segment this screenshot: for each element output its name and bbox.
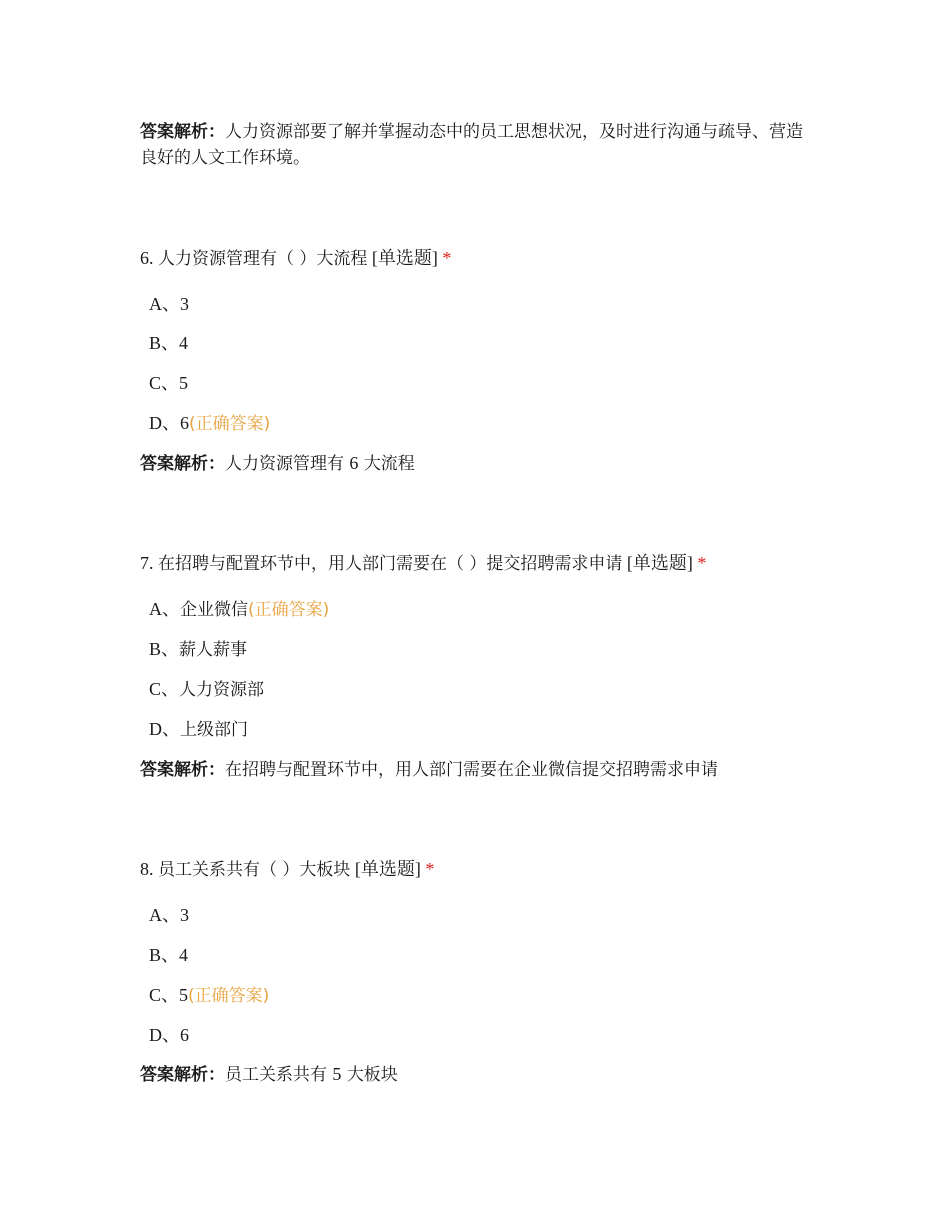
question-7-title bbox=[140, 551, 820, 576]
q6-option-c bbox=[149, 371, 188, 395]
option-letter: B、 bbox=[149, 945, 180, 965]
option-text: 5 bbox=[179, 985, 189, 1005]
question-type-tag: [单选题] bbox=[354, 859, 421, 879]
option-text: 3 bbox=[180, 294, 189, 314]
analysis-label: 答案解析： bbox=[140, 760, 225, 780]
question-number: 6. bbox=[140, 248, 154, 268]
option-text: 6 bbox=[180, 413, 189, 433]
option-text: 人力资源部 bbox=[179, 680, 265, 700]
analysis-q8 bbox=[140, 1062, 820, 1088]
option-letter: A、 bbox=[149, 599, 180, 619]
analysis-q7 bbox=[140, 757, 820, 783]
correct-answer-marker: (正确答案) bbox=[188, 986, 270, 1006]
option-letter: C、 bbox=[149, 679, 180, 699]
q6-option-a bbox=[149, 292, 189, 316]
correct-answer-marker: (正确答案) bbox=[189, 414, 271, 434]
q8-option-b bbox=[149, 943, 188, 967]
required-marker: * bbox=[442, 248, 452, 268]
question-type-tag: [单选题] bbox=[371, 248, 438, 268]
option-text: 4 bbox=[179, 333, 189, 353]
analysis-label: 答案解析： bbox=[140, 1065, 225, 1085]
analysis-text: 人力资源部要了解并掌握动态中的员工思想状况，及时进行沟通与疏导、营造良好的人文工作环境。 bbox=[140, 122, 803, 168]
option-letter: B、 bbox=[149, 639, 180, 659]
question-6-title bbox=[140, 246, 820, 271]
analysis-text: 人力资源管理有 6 大流程 bbox=[225, 453, 415, 474]
question-number: 8. bbox=[140, 859, 154, 879]
option-letter: A、 bbox=[149, 905, 180, 925]
option-text: 4 bbox=[179, 945, 189, 965]
option-text: 5 bbox=[179, 373, 189, 393]
option-text: 企业微信 bbox=[180, 600, 248, 620]
option-letter: C、 bbox=[149, 373, 180, 393]
q7-option-b bbox=[149, 637, 247, 662]
analysis-q6 bbox=[140, 451, 820, 477]
analysis-q5 bbox=[140, 119, 805, 171]
q6-option-d bbox=[149, 411, 270, 436]
q8-option-c bbox=[149, 983, 269, 1008]
question-8-title bbox=[140, 857, 820, 882]
question-text: 在招聘与配置环节中，用人部门需要在（ ）提交招聘需求申请 bbox=[158, 554, 623, 574]
option-letter: C、 bbox=[149, 985, 180, 1005]
option-letter: A、 bbox=[149, 294, 180, 314]
option-text: 6 bbox=[180, 1025, 189, 1045]
question-text: 员工关系共有（ ）大板块 bbox=[158, 860, 351, 880]
q8-option-d bbox=[149, 1023, 189, 1047]
option-text: 上级部门 bbox=[180, 720, 248, 740]
required-marker: * bbox=[697, 553, 707, 573]
option-letter: D、 bbox=[149, 1025, 180, 1045]
q8-option-a bbox=[149, 903, 189, 927]
option-letter: B、 bbox=[149, 333, 180, 353]
option-letter: D、 bbox=[149, 413, 180, 433]
analysis-label: 答案解析： bbox=[140, 454, 225, 474]
question-type-tag: [单选题] bbox=[626, 553, 693, 573]
analysis-text: 在招聘与配置环节中，用人部门需要在企业微信提交招聘需求申请 bbox=[225, 760, 718, 780]
required-marker: * bbox=[425, 859, 435, 879]
q7-option-a bbox=[149, 597, 329, 622]
q7-option-c bbox=[149, 677, 264, 702]
analysis-label: 答案解析： bbox=[140, 122, 225, 142]
question-text: 人力资源管理有（ ）大流程 bbox=[158, 249, 368, 269]
q6-option-b bbox=[149, 331, 188, 355]
correct-answer-marker: (正确答案) bbox=[248, 600, 330, 620]
option-letter: D、 bbox=[149, 719, 180, 739]
q7-option-d bbox=[149, 717, 248, 742]
analysis-text: 员工关系共有 5 大板块 bbox=[225, 1064, 398, 1085]
option-text: 薪人薪事 bbox=[179, 640, 248, 660]
option-text: 3 bbox=[180, 905, 189, 925]
question-number: 7. bbox=[140, 553, 154, 573]
